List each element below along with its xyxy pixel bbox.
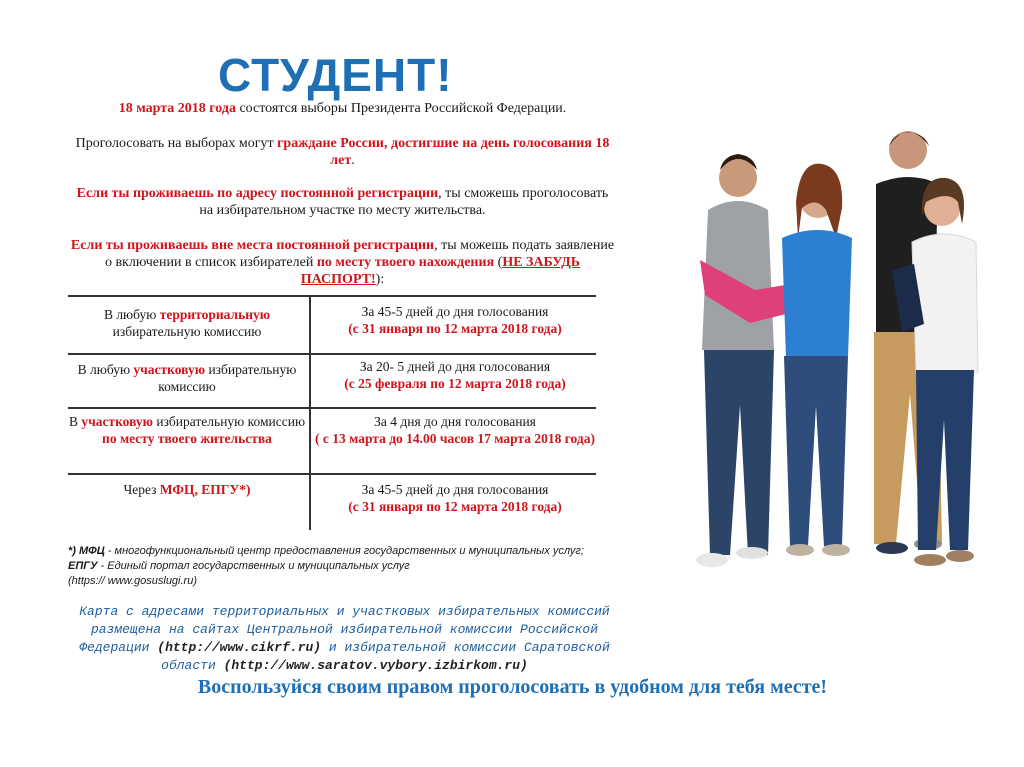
table-row-3-left bbox=[68, 413, 306, 447]
cikrf-link[interactable]: (http://www.cikrf.ru) bbox=[157, 640, 322, 655]
row-period: За 45-5 дней до дня голосования bbox=[361, 482, 549, 497]
table-divider bbox=[68, 353, 596, 355]
row-highlight: по месту твоего жительства bbox=[102, 431, 272, 446]
row-highlight: участковую bbox=[133, 362, 206, 377]
epgu-abbr: ЕПГУ bbox=[68, 560, 98, 572]
passport-reminder: НЕ ЗАБУДЬ ПАСПОРТ! bbox=[300, 255, 581, 287]
application-rules-table bbox=[68, 295, 596, 532]
mfc-definition: - многофункциональный центр предоставления государственных и муниципальных услуг; bbox=[104, 545, 584, 557]
row-dates: (с 31 января по 12 марта 2018 года) bbox=[348, 499, 562, 514]
eligibility-highlight: граждане России, достигшие на день голосования 18 лет bbox=[277, 136, 610, 168]
election-date: 18 марта 2018 года bbox=[118, 101, 236, 116]
epgu-url: (https:// www.gosuslugi.ru) bbox=[68, 575, 197, 587]
table-row-1-left bbox=[68, 306, 306, 340]
footnote bbox=[68, 544, 588, 589]
table-divider bbox=[68, 295, 596, 297]
election-date-text: состоятся выборы Президента Российской Федерации. bbox=[235, 101, 567, 116]
table-row-4-right bbox=[314, 481, 596, 515]
students-photo bbox=[660, 120, 990, 590]
table-column-divider bbox=[309, 295, 311, 530]
permanent-registration-paragraph bbox=[70, 185, 615, 219]
election-date-paragraph bbox=[75, 100, 610, 117]
paren-close: ): bbox=[375, 272, 385, 287]
epgu-definition: - Единый портал государственных и муниципальных услуг bbox=[97, 560, 410, 572]
row-highlight: МФЦ, ЕПГУ*) bbox=[159, 482, 251, 497]
permanent-registration-highlight: Если ты проживаешь по адресу постоянной регистрации bbox=[76, 186, 439, 201]
row-text: Через bbox=[123, 482, 160, 497]
row-dates: (с 25 февраля по 12 марта 2018 года) bbox=[344, 376, 566, 391]
eligibility-paragraph bbox=[75, 135, 610, 169]
row-text: В любую bbox=[77, 362, 134, 377]
temporary-location-paragraph bbox=[70, 237, 615, 288]
paren-open: ( bbox=[494, 255, 503, 270]
mfc-abbr: *) МФЦ bbox=[68, 545, 105, 557]
table-row-3-right bbox=[314, 413, 596, 447]
row-period: За 45-5 дней до дня голосования bbox=[361, 304, 549, 319]
table-row-1-right bbox=[314, 303, 596, 337]
row-dates: ( с 13 марта до 14.00 часов 17 марта 2018 года) bbox=[315, 431, 595, 446]
row-text: избирательную комиссию bbox=[152, 414, 306, 429]
row-highlight: территориальную bbox=[159, 307, 271, 322]
temporary-location-text: , ты можешь подать заявление о включении в список избирателей bbox=[104, 238, 615, 270]
row-dates: (с 31 января по 12 марта 2018 года) bbox=[348, 321, 562, 336]
saratov-link[interactable]: (http://www.saratov.vybory.izbirkom.ru) bbox=[223, 658, 528, 673]
row-period: За 20- 5 дней до дня голосования bbox=[359, 359, 551, 374]
permanent-registration-text: , ты сможешь проголосовать на избирательном участке по месту жительства. bbox=[199, 186, 609, 218]
student-figure bbox=[782, 164, 852, 556]
table-row-2-right bbox=[314, 358, 596, 392]
temporary-location-highlight: Если ты проживаешь вне места постоянной регистрации bbox=[70, 238, 435, 253]
table-divider bbox=[68, 473, 596, 475]
row-text: избирательную комиссию bbox=[158, 362, 297, 394]
row-highlight: участковую bbox=[81, 414, 153, 429]
row-text: избирательную комиссию bbox=[112, 324, 262, 339]
page-title: СТУДЕНТ! bbox=[218, 49, 453, 101]
row-period: За 4 дня до дня голосования bbox=[374, 414, 536, 429]
eligibility-end: . bbox=[351, 153, 355, 168]
row-text: В bbox=[68, 414, 82, 429]
eligibility-text: Проголосовать на выборах могут bbox=[75, 136, 278, 151]
table-row-4-left bbox=[68, 481, 306, 498]
location-highlight: по месту твоего нахождения bbox=[316, 255, 495, 270]
table-row-2-left bbox=[68, 361, 306, 395]
slogan: Воспользуйся своим правом проголосовать в удобном для тебя месте! bbox=[197, 676, 828, 698]
map-note bbox=[62, 603, 627, 675]
map-note-text: Карта с адресами территориальных и участковых избирательных комиссий размещена на сайтах Центральной избирательной комиссии Российской Федерации bbox=[79, 604, 610, 655]
table-divider bbox=[68, 407, 596, 409]
row-text: В любую bbox=[103, 307, 160, 322]
map-note-text: и избирательной комиссии Саратовской области bbox=[161, 640, 610, 673]
